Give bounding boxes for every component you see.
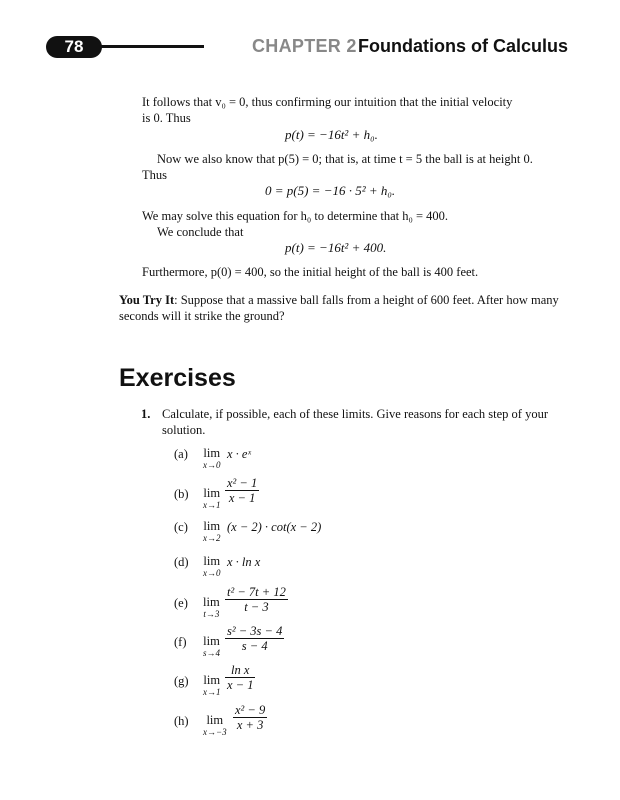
limit-subscript: t→3 [203, 609, 220, 619]
chapter-label: CHAPTER 2 [252, 36, 357, 56]
paragraph-3: We may solve this equation for h₀ to determine that h₀ = 400. [142, 209, 449, 223]
part-label: (h) [174, 714, 189, 728]
equation-3: p(t) = −16t² + 400. [285, 240, 387, 255]
equation-1: p(t) = −16t² + h₀. [285, 127, 378, 142]
limit-operator [203, 635, 220, 658]
numerator: ln x [231, 663, 250, 677]
numerator: x² − 9 [235, 703, 266, 717]
limit-subscript: x→1 [203, 687, 221, 697]
numerator: t² − 7t + 12 [227, 585, 286, 599]
limit-fraction [225, 476, 259, 506]
denominator: t − 3 [244, 600, 269, 614]
equation-2: 0 = p(5) = −16 · 5² + h₀. [265, 183, 396, 198]
page-number: 78 [46, 36, 102, 58]
you-try-it [119, 292, 559, 324]
numerator: s² − 3s − 4 [227, 624, 283, 638]
limit-subscript: x→2 [203, 533, 221, 543]
limit-operator [203, 555, 221, 578]
limit-subscript: s→4 [203, 648, 221, 658]
limit-operator [203, 487, 221, 510]
exercises-heading: Exercises [119, 364, 236, 392]
denominator: s − 4 [241, 639, 268, 653]
paragraph-1-line-1: It follows that v₀ = 0, thus confirming our intuition that the initial velocity [142, 95, 513, 109]
limit-subscript: x→−3 [203, 727, 227, 737]
part-label: (b) [174, 487, 189, 501]
limit-fraction [233, 703, 267, 733]
paragraph-2-line-2: Thus [142, 168, 167, 182]
lim-word: lim [203, 673, 221, 687]
you-try-it-label: You Try It [119, 293, 175, 307]
lim-word: lim [206, 713, 224, 727]
part-label: (f) [174, 635, 187, 649]
denominator: x + 3 [236, 718, 264, 732]
part-label: (a) [174, 447, 188, 461]
part-label: (d) [174, 555, 189, 569]
limit-fraction [225, 585, 288, 615]
denominator: x − 1 [228, 491, 256, 505]
exercise-prompt: Calculate, if possible, each of these limits. Give reasons for each step of your solution. [162, 407, 548, 437]
limit-expression: x · eˣ [227, 447, 251, 461]
limit-expression: (x − 2) · cot(x − 2) [227, 520, 322, 534]
limit-fraction [225, 624, 284, 654]
chapter-title: Foundations of Calculus [358, 36, 568, 56]
paragraph-5: Furthermore, p(0) = 400, so the initial height of the ball is 400 feet. [142, 265, 479, 279]
limit-subscript: x→1 [203, 500, 221, 510]
paragraph-1-line-2: is 0. Thus [142, 111, 191, 125]
you-try-it-text: : Suppose that a massive ball falls from a height of 600 feet. After how many seconds will it strike the ground? [119, 293, 559, 323]
limit-operator [203, 447, 221, 470]
part-label: (e) [174, 596, 188, 610]
numerator: x² − 1 [227, 476, 258, 490]
limit-operator [203, 520, 221, 543]
limit-subscript: x→0 [203, 568, 221, 578]
limit-operator [203, 674, 221, 697]
lim-word: lim [203, 595, 220, 609]
lim-word: lim [203, 554, 221, 568]
header-rule [96, 45, 204, 48]
limit-fraction [225, 663, 255, 693]
paragraph-2-line-1: Now we also know that p(5) = 0; that is, at time t = 5 the ball is at height 0. [157, 152, 533, 166]
limit-expression: x · ln x [227, 555, 261, 569]
exercise-number: 1. [141, 407, 151, 421]
limit-operator [203, 714, 227, 737]
lim-word: lim [203, 634, 220, 648]
lim-word: lim [203, 519, 221, 533]
denominator: x − 1 [227, 678, 254, 692]
lim-word: lim [203, 486, 221, 500]
part-label: (c) [174, 520, 188, 534]
limit-subscript: x→0 [203, 460, 221, 470]
paragraph-4: We conclude that [157, 225, 244, 239]
part-label: (g) [174, 674, 189, 688]
limit-operator [203, 596, 220, 619]
lim-word: lim [203, 446, 221, 460]
